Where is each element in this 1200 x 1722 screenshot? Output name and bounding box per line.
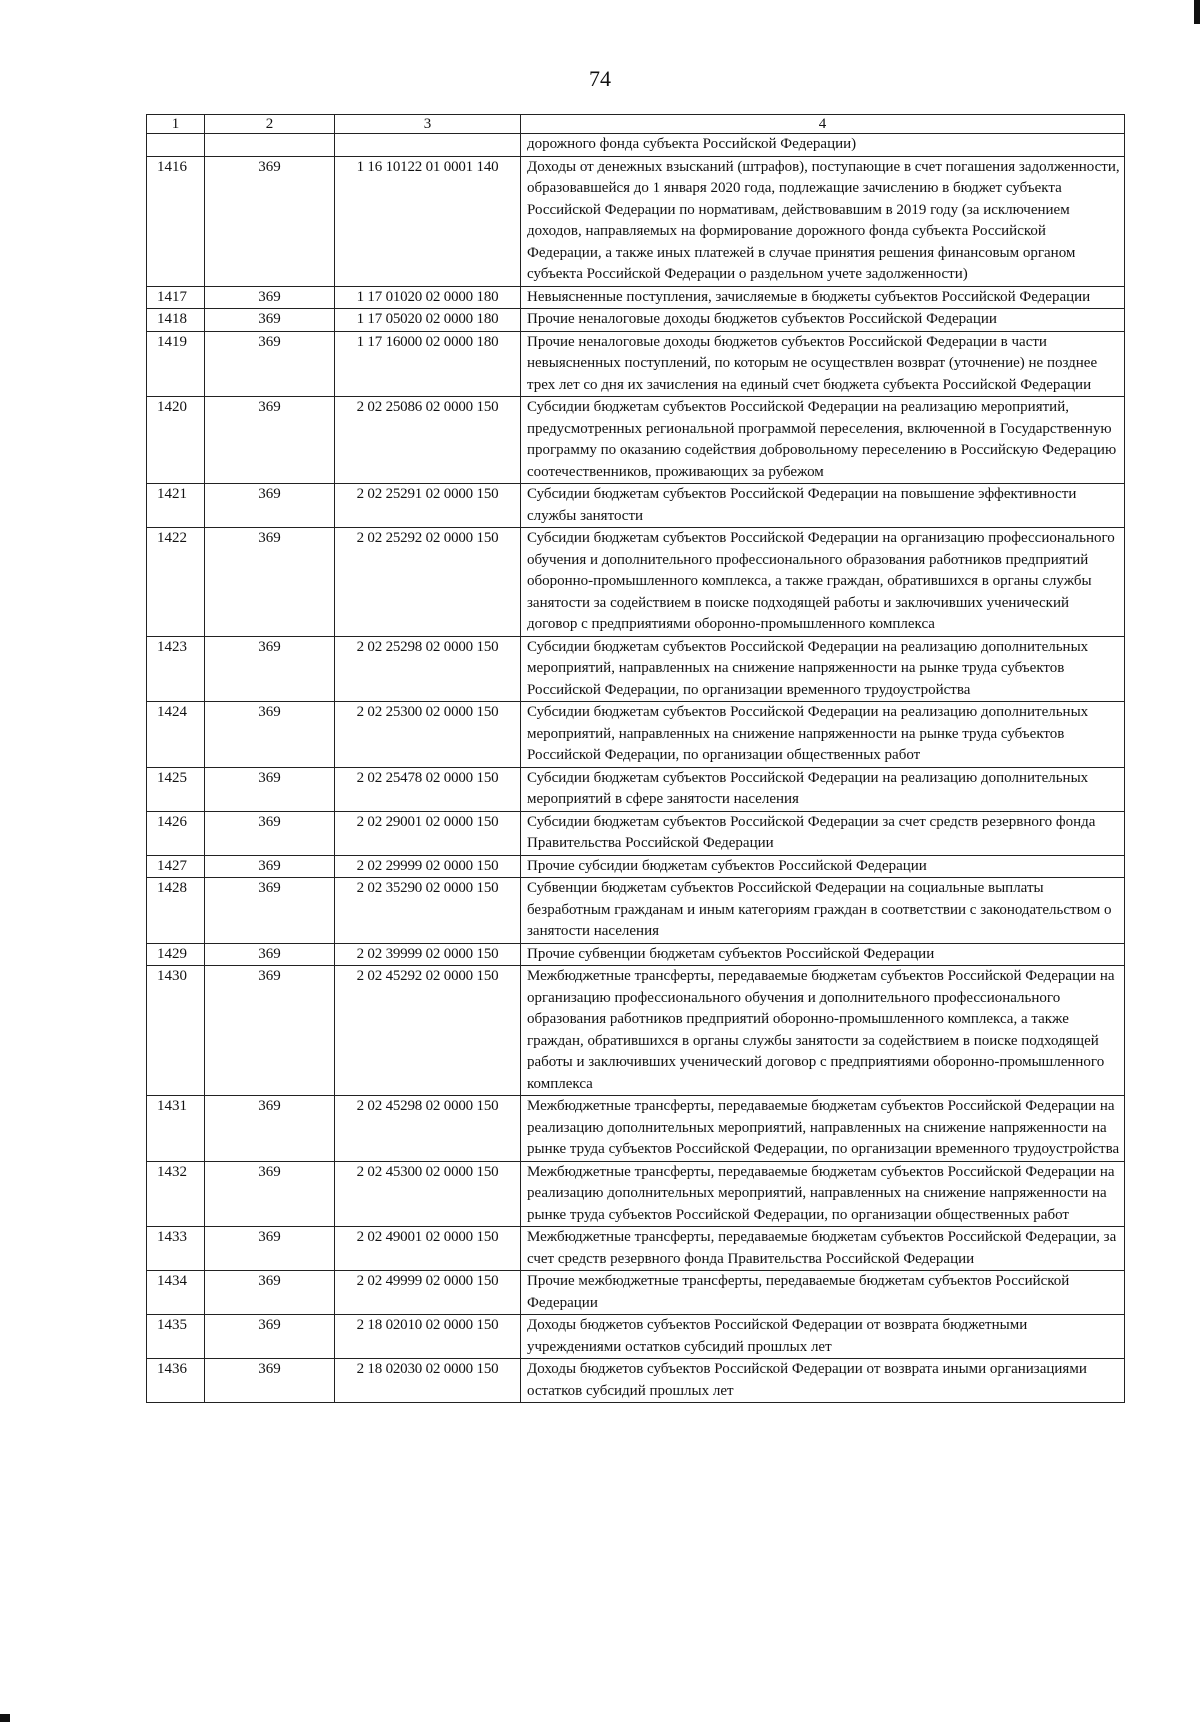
- row-number-cell: 1422: [147, 528, 205, 637]
- row-number-cell: 1418: [147, 309, 205, 332]
- admin-code-cell: 369: [205, 1161, 335, 1227]
- budget-code-cell: 2 02 25292 02 0000 150: [335, 528, 521, 637]
- admin-code-cell: 369: [205, 811, 335, 855]
- admin-code-cell: 369: [205, 767, 335, 811]
- scan-edge-mark: [0, 1714, 10, 1722]
- table-row: [147, 1096, 1125, 1162]
- table-row: [147, 966, 1125, 1096]
- table-row: [147, 331, 1125, 397]
- admin-code-cell: 369: [205, 528, 335, 637]
- budget-code-cell: 1 17 05020 02 0000 180: [335, 309, 521, 332]
- table-row: [147, 528, 1125, 637]
- table-row: [147, 636, 1125, 702]
- description-cell: Межбюджетные трансферты, передаваемые бюджетам субъектов Российской Федерации на реализацию дополнительных мероприятий, направленных на снижение напряженности на рынке труда субъектов Российской Федерации, по организации общественных работ: [521, 1161, 1125, 1227]
- table-row: [147, 767, 1125, 811]
- budget-code-cell: 2 02 49999 02 0000 150: [335, 1271, 521, 1315]
- admin-code-cell: 369: [205, 397, 335, 484]
- row-number-cell: 1430: [147, 966, 205, 1096]
- row-number-cell: 1428: [147, 878, 205, 944]
- table-row: [147, 309, 1125, 332]
- budget-code-cell: 2 02 29999 02 0000 150: [335, 855, 521, 878]
- description-cell: Прочие неналоговые доходы бюджетов субъектов Российской Федерации: [521, 309, 1125, 332]
- row-number-cell: 1426: [147, 811, 205, 855]
- column-header: 3: [335, 115, 521, 134]
- description-cell: Межбюджетные трансферты, передаваемые бюджетам субъектов Российской Федерации, за счет средств резервного фонда Правительства Российской Федерации: [521, 1227, 1125, 1271]
- admin-code-cell: 369: [205, 702, 335, 768]
- page-number: 74: [589, 66, 611, 91]
- description-cell: Субсидии бюджетам субъектов Российской Федерации на реализацию дополнительных мероприятий, направленных на снижение напряженности на рынке труда субъектов Российской Федерации, по организации временного трудоустройства: [521, 636, 1125, 702]
- admin-code-cell: 369: [205, 878, 335, 944]
- table-row: [147, 1359, 1125, 1403]
- scan-edge-mark: [1194, 0, 1200, 24]
- budget-code-cell: 2 02 29001 02 0000 150: [335, 811, 521, 855]
- admin-code-cell: 369: [205, 966, 335, 1096]
- column-header: 4: [521, 115, 1125, 134]
- row-number-cell: 1432: [147, 1161, 205, 1227]
- admin-code-cell: 369: [205, 1271, 335, 1315]
- description-cell: Прочие межбюджетные трансферты, передаваемые бюджетам субъектов Российской Федерации: [521, 1271, 1125, 1315]
- table-row: [147, 1271, 1125, 1315]
- row-number-cell: 1427: [147, 855, 205, 878]
- table-row: [147, 286, 1125, 309]
- description-cell: Субсидии бюджетам субъектов Российской Федерации на повышение эффективности службы занятости: [521, 484, 1125, 528]
- budget-code-cell: 1 17 16000 02 0000 180: [335, 331, 521, 397]
- row-number-cell: 1425: [147, 767, 205, 811]
- admin-code-cell: 369: [205, 1315, 335, 1359]
- row-number-cell: 1433: [147, 1227, 205, 1271]
- description-cell: Прочие субвенции бюджетам субъектов Российской Федерации: [521, 943, 1125, 966]
- row-number-cell: 1431: [147, 1096, 205, 1162]
- row-number-cell: 1429: [147, 943, 205, 966]
- table-row: [147, 702, 1125, 768]
- description-cell: Невыясненные поступления, зачисляемые в бюджеты субъектов Российской Федерации: [521, 286, 1125, 309]
- empty-cell: [147, 134, 205, 157]
- budget-code-cell: 2 02 25086 02 0000 150: [335, 397, 521, 484]
- admin-code-cell: 369: [205, 484, 335, 528]
- table-row: [147, 878, 1125, 944]
- budget-classification-table: [146, 114, 1125, 1403]
- budget-code-cell: 1 17 01020 02 0000 180: [335, 286, 521, 309]
- description-cell: Субвенции бюджетам субъектов Российской Федерации на социальные выплаты безработным гражданам и иным категориям граждан в соответствии с законодательством о занятости населения: [521, 878, 1125, 944]
- budget-code-cell: 2 02 49001 02 0000 150: [335, 1227, 521, 1271]
- row-number-cell: 1424: [147, 702, 205, 768]
- table-row: [147, 943, 1125, 966]
- row-number-cell: 1416: [147, 156, 205, 286]
- table-row: [147, 397, 1125, 484]
- table-row: [147, 484, 1125, 528]
- admin-code-cell: 369: [205, 309, 335, 332]
- budget-code-cell: 2 18 02010 02 0000 150: [335, 1315, 521, 1359]
- table-row: [147, 1227, 1125, 1271]
- admin-code-cell: 369: [205, 636, 335, 702]
- description-cell: Доходы бюджетов субъектов Российской Федерации от возврата бюджетными учреждениями остатков субсидий прошлых лет: [521, 1315, 1125, 1359]
- description-cell: Субсидии бюджетам субъектов Российской Федерации на реализацию мероприятий, предусмотренных региональной программой переселения, включенной в Государственную программу по оказанию содействия добровольному переселению в Российскую Федерацию соотечественников, проживающих за рубежом: [521, 397, 1125, 484]
- row-number-cell: 1434: [147, 1271, 205, 1315]
- budget-code-cell: 2 02 35290 02 0000 150: [335, 878, 521, 944]
- table-row: [147, 811, 1125, 855]
- budget-code-cell: 2 02 39999 02 0000 150: [335, 943, 521, 966]
- budget-code-cell: 2 02 25300 02 0000 150: [335, 702, 521, 768]
- row-number-cell: 1417: [147, 286, 205, 309]
- description-cell: Межбюджетные трансферты, передаваемые бюджетам субъектов Российской Федерации на реализацию дополнительных мероприятий, направленных на снижение напряженности на рынке труда субъектов Российской Федерации, по организации временного трудоустройства: [521, 1096, 1125, 1162]
- budget-code-cell: 1 16 10122 01 0001 140: [335, 156, 521, 286]
- admin-code-cell: 369: [205, 943, 335, 966]
- column-header: 2: [205, 115, 335, 134]
- budget-code-cell: 2 02 45300 02 0000 150: [335, 1161, 521, 1227]
- admin-code-cell: 369: [205, 1227, 335, 1271]
- description-cell: Субсидии бюджетам субъектов Российской Федерации на реализацию дополнительных мероприятий в сфере занятости населения: [521, 767, 1125, 811]
- admin-code-cell: 369: [205, 156, 335, 286]
- row-number-cell: 1421: [147, 484, 205, 528]
- budget-code-cell: 2 02 45298 02 0000 150: [335, 1096, 521, 1162]
- empty-cell: [335, 134, 521, 157]
- column-header: 1: [147, 115, 205, 134]
- admin-code-cell: 369: [205, 286, 335, 309]
- empty-cell: [205, 134, 335, 157]
- table-row: [147, 855, 1125, 878]
- budget-code-cell: 2 02 25478 02 0000 150: [335, 767, 521, 811]
- table-header-row: [147, 115, 1125, 134]
- continuation-description: дорожного фонда субъекта Российской Федерации): [521, 134, 1125, 157]
- admin-code-cell: 369: [205, 1096, 335, 1162]
- budget-code-cell: 2 02 45292 02 0000 150: [335, 966, 521, 1096]
- budget-code-cell: 2 02 25298 02 0000 150: [335, 636, 521, 702]
- description-cell: Прочие неналоговые доходы бюджетов субъектов Российской Федерации в части невыясненных поступлений, по которым не осуществлен возврат (уточнение) не позднее трех лет со дня их зачисления на единый счет бюджета субъекта Российской Федерации: [521, 331, 1125, 397]
- table-row: [147, 156, 1125, 286]
- table-row: [147, 1315, 1125, 1359]
- description-cell: Доходы от денежных взысканий (штрафов), поступающие в счет погашения задолженности, образовавшейся до 1 января 2020 года, подлежащие зачислению в бюджет субъекта Российской Федерации по нормативам, действовавшим в 2019 году (за исключением доходов, направляемых на формирование дорожного фонда субъекта Российской Федерации, а также иных платежей в случае принятия решения финансовым органом субъекта Российской Федерации о раздельном учете задолженности): [521, 156, 1125, 286]
- row-number-cell: 1420: [147, 397, 205, 484]
- row-number-cell: 1423: [147, 636, 205, 702]
- row-number-cell: 1435: [147, 1315, 205, 1359]
- table-row: [147, 1161, 1125, 1227]
- admin-code-cell: 369: [205, 855, 335, 878]
- row-number-cell: 1419: [147, 331, 205, 397]
- admin-code-cell: 369: [205, 1359, 335, 1403]
- description-cell: Доходы бюджетов субъектов Российской Федерации от возврата иными организациями остатков субсидий прошлых лет: [521, 1359, 1125, 1403]
- description-cell: Межбюджетные трансферты, передаваемые бюджетам субъектов Российской Федерации на организацию профессионального обучения и дополнительного профессионального образования работников предприятий оборонно-промышленного комплекса, а также граждан, обратившихся в органы службы занятости за содействием в поиске подходящей работы и заключивших ученический договор с предприятиями оборонно-промышленного комплекса: [521, 966, 1125, 1096]
- description-cell: Субсидии бюджетам субъектов Российской Федерации на организацию профессионального обучения и дополнительного профессионального образования работников предприятий оборонно-промышленного комплекса, а также граждан, обратившихся в органы службы занятости за содействием в поиске подходящей работы и заключивших ученический договор с предприятиями оборонно-промышленного комплекса: [521, 528, 1125, 637]
- description-cell: Прочие субсидии бюджетам субъектов Российской Федерации: [521, 855, 1125, 878]
- admin-code-cell: 369: [205, 331, 335, 397]
- budget-code-cell: 2 18 02030 02 0000 150: [335, 1359, 521, 1403]
- description-cell: Субсидии бюджетам субъектов Российской Федерации за счет средств резервного фонда Правительства Российской Федерации: [521, 811, 1125, 855]
- continuation-row: [147, 134, 1125, 157]
- budget-code-cell: 2 02 25291 02 0000 150: [335, 484, 521, 528]
- description-cell: Субсидии бюджетам субъектов Российской Федерации на реализацию дополнительных мероприятий, направленных на снижение напряженности на рынке труда субъектов Российской Федерации, по организации общественных работ: [521, 702, 1125, 768]
- row-number-cell: 1436: [147, 1359, 205, 1403]
